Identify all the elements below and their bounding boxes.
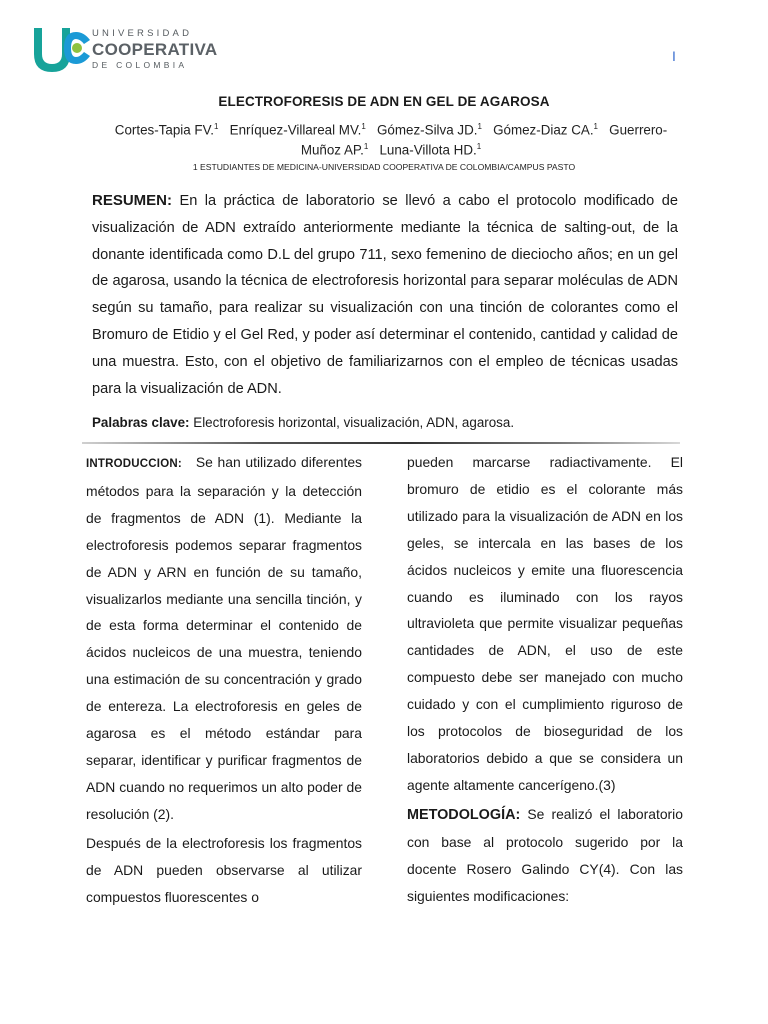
author-name: Guerrero- (609, 122, 668, 138)
author-name: Gómez-Diaz CA. (493, 122, 594, 138)
keywords (92, 415, 692, 430)
page-marker: I (672, 48, 676, 64)
university-logo (30, 26, 230, 78)
body-column-left (86, 449, 362, 910)
abstract (92, 188, 678, 402)
author-list (96, 118, 686, 159)
author-name: Gómez-Silva JD. (377, 122, 478, 138)
university-logo-icon (30, 26, 92, 76)
continuation-paragraph: pueden marcarse radiactivamente. El bromuro de etidio es el colorante más utilizado para la visualización de ADN en los geles, se intercala en las bases de los ácidos nucleicos y emite una fluorescencia cuando es iluminado con los rayos ultravioleta que permite visualizar pequeñas cantidades de ADN, el uso de este compuesto debe ser manejado con mucho cuidado y con el cumplimiento riguroso de los protocolos de bioseguridad de los laboratorios debido a que se considera un agente altamente cancerígeno.(3) (407, 454, 683, 793)
abstract-label: RESUMEN: (92, 192, 173, 209)
paper-title: ELECTROFORESIS DE ADN EN GEL DE AGAROSA (218, 94, 550, 109)
author-line-1 (96, 118, 686, 138)
body-column-right (407, 449, 683, 909)
keywords-text: Electroforesis horizontal, visualización, ADN, agarosa. (193, 415, 515, 430)
author-name: Luna-Villota HD. (379, 142, 477, 158)
author-name: Enríquez-Villareal MV. (229, 122, 362, 138)
intro-paragraph-2: Después de la electroforesis los fragmentos de ADN pueden observarse al utilizar compuestos fluorescentes o (86, 834, 362, 905)
author-affil-mark: 1 (476, 142, 482, 152)
keywords-label: Palabras clave: (92, 415, 190, 430)
intro-text: Se han utilizado diferentes métodos para la separación y la detección de fragmentos de ADN (1). Mediante la electroforesis podemos separar fragmentos de ADN y ARN en función de su tamaño, visualizarlos mediante una sencilla tinción, y de esta forma determinar el contenido de ácidos nucleicos de una muestra, teniendo una estimación de su concentración y grado de entereza. La electroforesis en geles de agarosa es el método estándar para separar, identificar y purificar fragmentos de ADN cuando no requerimos un alto poder de resolución (2). (86, 454, 362, 822)
author-name: Muñoz AP. (300, 142, 364, 158)
methods-heading: METODOLOGÍA: (407, 806, 521, 823)
author-affil-mark: 1 (363, 142, 369, 152)
author-affil-mark: 1 (361, 122, 366, 131)
logo-line-cooperativa: COOPERATIVA (92, 40, 218, 59)
author-affil-mark: 1 (214, 122, 219, 131)
author-affil-mark: 1 (593, 122, 598, 131)
methods-paragraph (407, 801, 683, 910)
author-affil-mark: 1 (477, 122, 482, 131)
logo-line-de-colombia: DE COLOMBIA (92, 60, 188, 70)
methods-text: Se realizó el laboratorio con base al protocolo sugerido por la docente Rosero Galindo CY(4). Con las siguientes modificaciones: (407, 805, 683, 904)
author-line-2 (96, 138, 686, 158)
intro-heading: INTRODUCCION: (86, 458, 182, 470)
intro-paragraph (86, 449, 362, 828)
logo-line-universidad: UNIVERSIDAD (92, 28, 193, 39)
affiliation: 1 ESTUDIANTES DE MEDICINA-UNIVERSIDAD COOPERATIVA DE COLOMBIA/CAMPUS PASTO (192, 162, 576, 172)
author-name: Cortes-Tapia FV. (114, 122, 215, 138)
section-divider (82, 442, 680, 444)
abstract-text: En la práctica de laboratorio se llevó a cabo el protocolo modificado de visualización de ADN extraído anteriormente mediante la técnica de salting-out, de la donante identificada como D.L del grupo 711, sexo femenino de dieciocho años; en un gel de agarosa, usando la técnica de electroforesis horizontal para separar moléculas de ADN según su tamaño, para realizar su visualización con una tinción de colorantes como el Bromuro de Etidio y el Gel Red, y poder así determinar el contenido, cantidad y calidad de una muestra. Esto, con el objetivo de familiarizarnos con el empleo de técnicas usadas para la visualización de ADN. (92, 193, 678, 397)
